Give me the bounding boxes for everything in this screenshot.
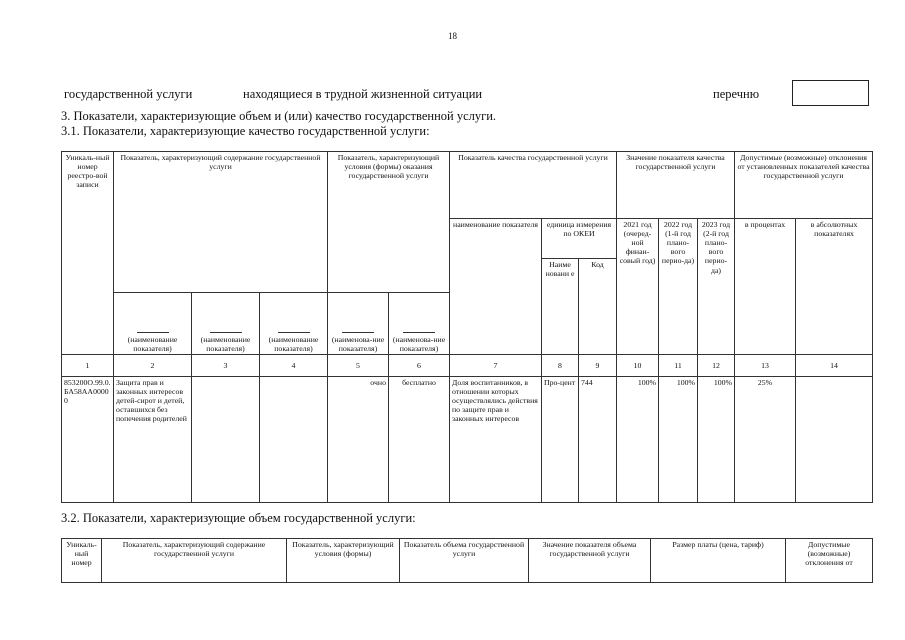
header-unit-name: Наиме новани е bbox=[542, 259, 579, 355]
line1-left-text: государственной услуги bbox=[64, 87, 193, 101]
section-3-heading: 3. Показатели, характеризующие объем и (или) качество государственной услуги. bbox=[61, 109, 497, 123]
subheader-col2: (наименование показателя) bbox=[114, 293, 192, 355]
header-fee-size: Размер платы (цена, тариф) bbox=[651, 539, 786, 583]
header-unit-code: Код bbox=[579, 259, 617, 355]
col-number: 6 bbox=[389, 355, 450, 377]
header-indicator-value: Значение показателя объема государственной услуги bbox=[529, 539, 651, 583]
col-number: 9 bbox=[579, 355, 617, 377]
subheader-col3: (наименование показателя) bbox=[192, 293, 260, 355]
col-number: 14 bbox=[796, 355, 873, 377]
row-deviation-percent: 25% bbox=[735, 377, 796, 503]
header-quality-indicator: Показатель качества государственной услуги bbox=[450, 152, 617, 219]
header-in-percent: в процентах bbox=[735, 219, 796, 355]
row-content-value-3 bbox=[260, 377, 328, 503]
quality-indicators-table bbox=[61, 151, 873, 503]
table-row bbox=[62, 377, 873, 503]
header-volume-indicator: Показатель объема государственной услуги bbox=[400, 539, 529, 583]
subheader-col4: (наименование показателя) bbox=[260, 293, 328, 355]
header-unique-number: Уникаль-ный номер реестро-вой записи bbox=[62, 152, 114, 355]
header-allowed-deviation: Допустимые (возможные) отклонения от установленных показателей качества государственной услуги bbox=[735, 152, 873, 219]
col-number: 13 bbox=[735, 355, 796, 377]
line1-right-text: перечню bbox=[713, 87, 760, 101]
section-3-1-heading: 3.1. Показатели, характеризующие качество государственной услуги: bbox=[61, 124, 430, 138]
header-conditions-indicator: Показатель, характеризующий условия (формы) bbox=[287, 539, 400, 583]
header-year-2022: 2022 год (1-й год плано-вого перио-да) bbox=[659, 219, 698, 355]
page-number: 18 bbox=[448, 31, 457, 41]
header-content-indicator: Показатель, характеризующий содержание государственной услуги bbox=[102, 539, 287, 583]
column-numbers-row bbox=[62, 355, 873, 377]
row-unit-code: 744 bbox=[579, 377, 617, 503]
col-number: 5 bbox=[328, 355, 389, 377]
subheader-col5: (наименова-ние показателя) bbox=[328, 293, 389, 355]
col-number: 12 bbox=[698, 355, 735, 377]
col-number: 2 bbox=[114, 355, 192, 377]
row-indicator-name: Доля воспитанников, в отношении которых осуществлялись действия по защите прав и законных интересов bbox=[450, 377, 542, 503]
row-value-2022: 100% bbox=[659, 377, 698, 503]
header-allowed-deviation: Допустимые (возможные) отклонения от bbox=[786, 539, 873, 583]
header-indicator-name: наименование показателя bbox=[450, 219, 542, 355]
row-content-value: Защита прав и законных интересов детей-сирот и детей, оставшихся без попечения родителей bbox=[114, 377, 192, 503]
header-content-indicator: Показатель, характеризующий содержание государственной услуги bbox=[114, 152, 328, 293]
row-value-2023: 100% bbox=[698, 377, 735, 503]
row-deviation-absolute bbox=[796, 377, 873, 503]
line1-middle-text: находящиеся в трудной жизненной ситуации bbox=[243, 87, 483, 101]
header-indicator-value: Значение показателя качества государственной услуги bbox=[617, 152, 735, 219]
row-content-value-2 bbox=[192, 377, 260, 503]
header-in-absolute: в абсолютных показателях bbox=[796, 219, 873, 355]
section-3-2-heading: 3.2. Показатели, характеризующие объем государственной услуги: bbox=[61, 511, 416, 525]
col-number: 8 bbox=[542, 355, 579, 377]
col-number: 10 bbox=[617, 355, 659, 377]
row-payment-value: бесплатно bbox=[389, 377, 450, 503]
col-number: 4 bbox=[260, 355, 328, 377]
header-conditions-indicator: Показатель, характеризующий условия (формы) оказания государственной услуги bbox=[328, 152, 450, 293]
col-number: 3 bbox=[192, 355, 260, 377]
row-unit-name: Про-цент bbox=[542, 377, 579, 503]
row-form-value: очно bbox=[328, 377, 389, 503]
col-number: 1 bbox=[62, 355, 114, 377]
col-number: 7 bbox=[450, 355, 542, 377]
volume-indicators-table bbox=[61, 538, 873, 583]
subheader-col6: (наименова-ние показателя) bbox=[389, 293, 450, 355]
header-unique-number: Уникаль-ный номер bbox=[62, 539, 102, 583]
header-unit-okei: единица измерения по ОКЕИ bbox=[542, 219, 617, 259]
row-registry-number: 853200О.99.0.БА58АА00000 bbox=[62, 377, 114, 503]
row-value-2021: 100% bbox=[617, 377, 659, 503]
header-year-2021: 2021 год (очеред-ной финан-совый год) bbox=[617, 219, 659, 355]
registry-code-box bbox=[792, 80, 869, 106]
col-number: 11 bbox=[659, 355, 698, 377]
header-year-2023: 2023 год (2-й год плано-вого перио-да) bbox=[698, 219, 735, 355]
